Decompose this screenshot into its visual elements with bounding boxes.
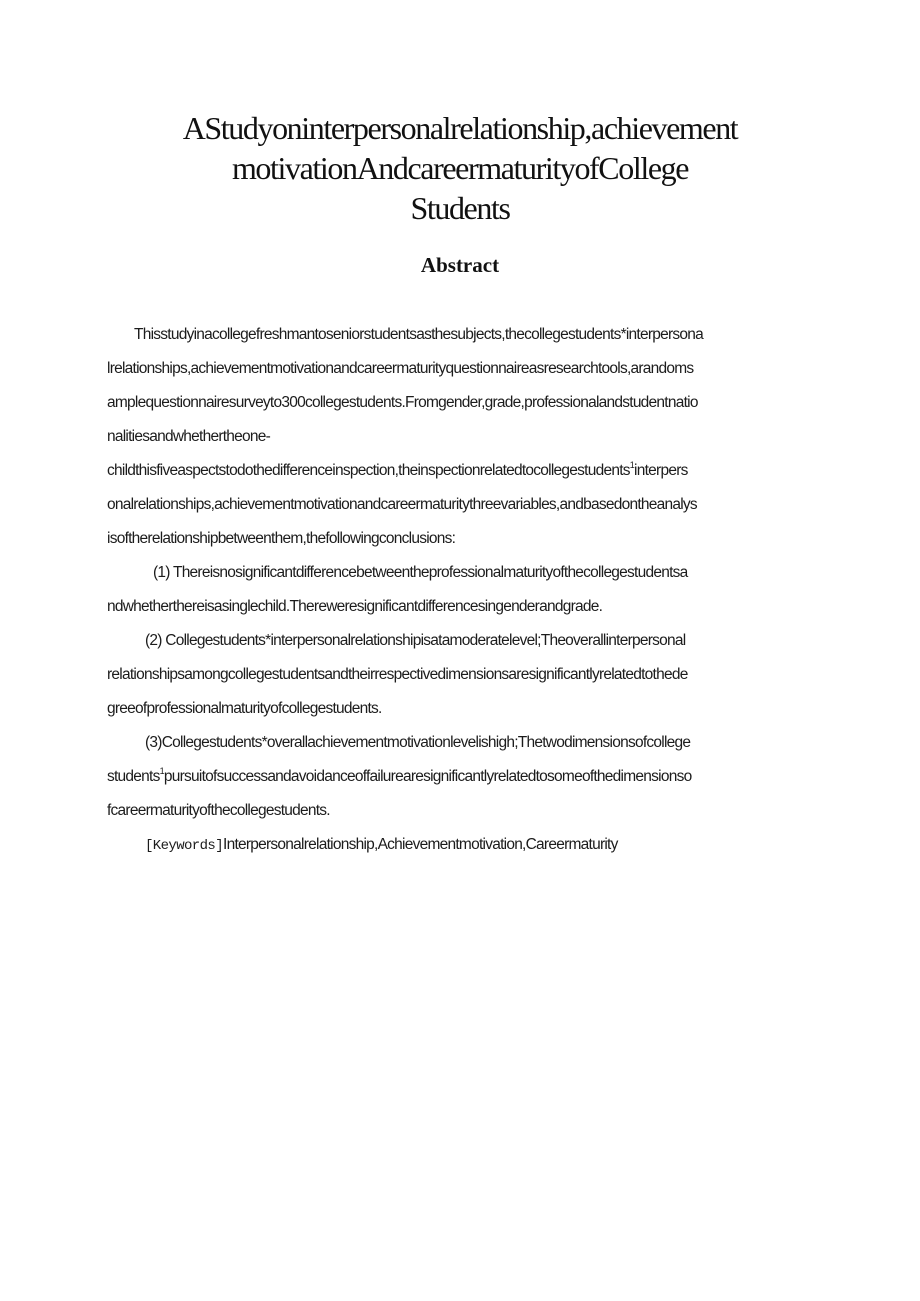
abstract-line: amplequestionnairesurveyto300collegestudents.Fromgender,grade,professionalandstudentnatio bbox=[107, 394, 698, 411]
title-line-2: motivationAndcareermaturityofCollege bbox=[231, 150, 689, 186]
abstract-line bbox=[107, 454, 817, 488]
keywords-line bbox=[107, 828, 817, 862]
conclusion-2-line: (2) Collegestudents*interpersonalrelationshipisatamoderatelevel;Theoverallinterpersonal bbox=[145, 632, 686, 649]
conclusion-3-text: pursuitofsuccessandavoidanceoffailurearesignificantlyrelatedtosomeofthedimensionso bbox=[163, 768, 692, 785]
abstract-line: nalitiesandwhethertheone- bbox=[107, 428, 271, 445]
footnote-mark: 1 bbox=[159, 766, 164, 776]
abstract-heading: Abstract bbox=[420, 253, 500, 277]
conclusion-3-line: fcareermaturityofthecollegestudents. bbox=[107, 802, 330, 819]
keywords-label: [Keywords] bbox=[145, 838, 224, 854]
conclusion-1-line: (1) Thereisnosignificantdifferencebetweentheprofessionalmaturityofthecollegestudentsa bbox=[153, 564, 688, 581]
title-line-3: Students bbox=[410, 190, 510, 226]
conclusion-3-line: (3)Collegestudents*overallachievementmotivationlevelishigh;Thetwodimensionsofcollege bbox=[145, 734, 691, 751]
conclusion-3-text: students bbox=[107, 768, 160, 785]
title-line-1: AStudyoninterpersonalrelationship,achievement bbox=[182, 110, 738, 146]
abstract-line: onalrelationships,achievementmotivationandcareermaturitythreevariables,andbasedontheanalys bbox=[107, 496, 697, 513]
abstract-line: Thisstudyinacollegefreshmantoseniorstudentsasthesubjects,thecollegestudents*interpersona bbox=[134, 326, 704, 343]
abstract-line-text: childthisfiveaspectstodothedifferenceinspection,theinspectionrelatedtocollegestudents bbox=[107, 462, 630, 479]
conclusion-2-line: greeofprofessionalmaturityofcollegestudents. bbox=[107, 700, 382, 717]
footnote-mark: 1 bbox=[629, 460, 635, 470]
abstract-line: isoftherelationshipbetweenthem,thefollowingconclusions: bbox=[107, 530, 456, 547]
conclusion-3-line bbox=[107, 760, 817, 794]
abstract-body bbox=[107, 318, 817, 862]
keywords-text: Interpersonalrelationship,Achievementmotivation,Careermaturity bbox=[223, 836, 618, 853]
conclusion-2-line: relationshipsamongcollegestudentsandtheirrespectivedimensionsaresignificantlyrelatedtothede bbox=[107, 666, 688, 683]
paper-title bbox=[60, 108, 860, 228]
abstract-line: lrelationships,achievementmotivationandcareermaturityquestionnaireasresearchtools,arandoms bbox=[107, 360, 694, 377]
abstract-line-text: interpers bbox=[634, 462, 688, 479]
conclusion-1-line: ndwhetherthereisasinglechild.Thereweresignificantdifferencesingenderandgrade. bbox=[107, 598, 603, 615]
